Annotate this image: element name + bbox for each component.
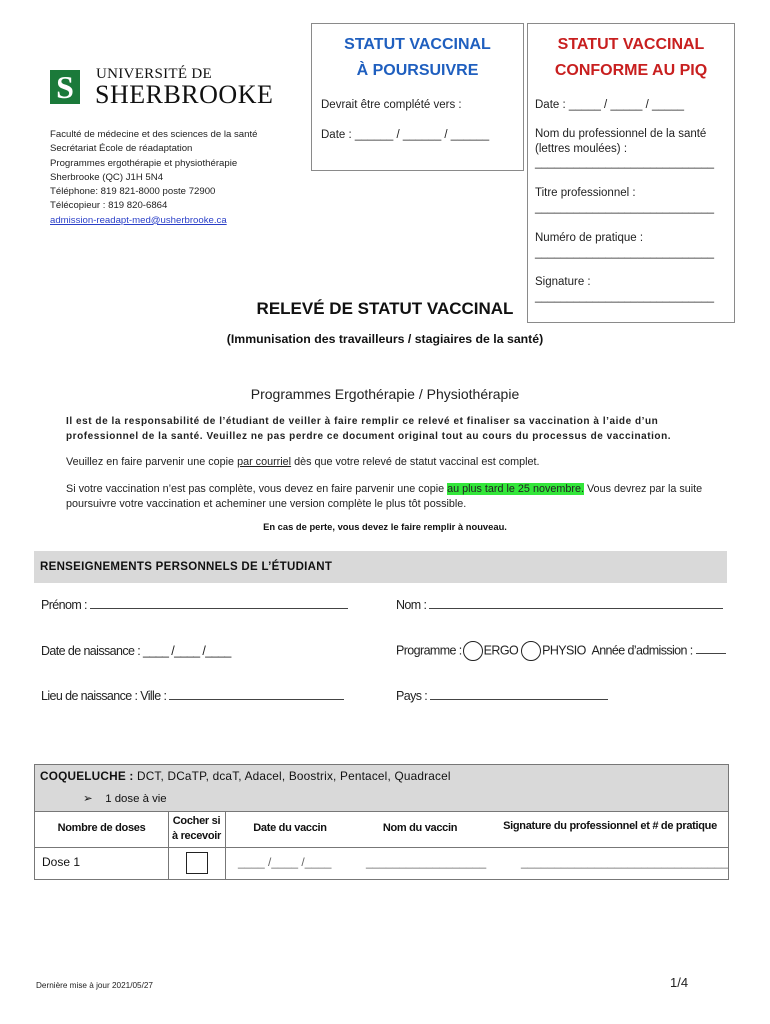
due-label: Devrait être complété vers : xyxy=(321,99,462,111)
status-to-continue-box xyxy=(311,23,524,171)
document-title: RELEVÉ DE STATUT VACCINAL xyxy=(256,299,514,318)
col-date-header: Date du vaccin xyxy=(253,822,327,834)
professional-name-field[interactable]: ____________________________ xyxy=(535,157,715,169)
responsibility-paragraph: Il est de la responsabilité de l’étudiant de veiller à faire remplir ce relevé et finaliser sa vaccination à l’aide d’un professionnel de la santé. Veuillez ne pas perdre ce document original tout au cours du processus de vaccination. xyxy=(66,416,672,442)
col-doses-header: Nombre de doses xyxy=(57,822,146,834)
status-compliant-box xyxy=(527,23,735,323)
last-updated: Dernière mise à jour 2021/05/27 xyxy=(36,981,153,990)
status-to-continue-title: STATUT VACCINAL À POURSUIVRE xyxy=(344,36,491,79)
practice-number-label: Numéro de pratique : xyxy=(535,232,644,244)
professional-title-label: Titre professionnel : xyxy=(535,187,636,199)
page-number: 1/4 xyxy=(670,975,689,990)
address-line: Sherbrooke (QC) J1H 5N4 xyxy=(50,171,164,183)
birthplace-city-field[interactable]: Lieu de naissance : Ville : xyxy=(41,689,344,703)
status-compliant-title: STATUT VACCINAL CONFORME AU PIQ xyxy=(554,36,708,79)
vaccine-heading: COQUELUCHE : DCT, DCaTP, dcaT, Adacel, Boostrix, Pentacel, Quadracel xyxy=(40,769,451,783)
logo-text-line2: SHERBROOKE xyxy=(95,80,274,109)
professional-title-field[interactable]: ____________________________ xyxy=(535,202,715,214)
signature-label: Signature : xyxy=(535,276,591,288)
compliant-date-field[interactable]: Date : _____ / _____ / _____ xyxy=(535,99,684,111)
country-field[interactable]: Pays : xyxy=(396,689,608,703)
address-line: Programmes ergothérapie et physiothérapie xyxy=(50,157,238,169)
dose-1-label: Dose 1 xyxy=(42,855,81,869)
programs-heading: Programmes Ergothérapie / Physiothérapie xyxy=(250,386,520,402)
birthdate-field[interactable]: Date de naissance : ____ /____ /____ xyxy=(41,644,231,658)
deadline-highlight: au plus tard le 25 novembre. xyxy=(447,483,584,495)
dose-1-signature-field[interactable]: _______________________________ xyxy=(521,855,728,869)
col-check-header: Cocher si à recevoir xyxy=(172,815,221,842)
address-line: Téléphone: 819 821-8000 poste 72900 xyxy=(50,186,216,198)
personal-info-section-header: RENSEIGNEMENTS PERSONNELS DE L’ÉTUDIANT xyxy=(34,551,727,583)
dose-1-date-field[interactable]: ____ /____ /____ xyxy=(238,855,332,869)
address-line: Secrétariat École de réadaptation xyxy=(50,143,193,155)
address-line: Télécopieur : 819 820-6864 xyxy=(50,200,168,212)
table-heading xyxy=(35,765,728,811)
due-date-field[interactable]: Date : ______ / ______ / ______ xyxy=(321,129,490,141)
first-name-field[interactable]: Prénom : xyxy=(41,598,348,612)
deadline-paragraph: Si votre vaccination n’est pas complète, vous devez en faire parvenir une copie au plus tard le 25 novembre. Vous devrez par la suite poursuivre votre vaccination et acheminer une version complète le plus tôt possible. xyxy=(66,483,703,510)
dose-1-name-field[interactable]: __________________ xyxy=(366,855,487,869)
address-block xyxy=(50,128,257,228)
dose-1-checkbox[interactable] xyxy=(186,852,208,874)
practice-number-field[interactable]: ____________________________ xyxy=(535,247,715,259)
whooping-cough-table xyxy=(34,764,729,880)
last-name-field[interactable]: Nom : xyxy=(396,598,723,612)
physio-radio[interactable] xyxy=(521,641,541,661)
address-line: Faculté de médecine et des sciences de la santé xyxy=(50,129,258,140)
email-link[interactable]: admission-readapt-med@usherbrooke.ca xyxy=(50,214,227,226)
admission-year-field[interactable] xyxy=(696,653,726,654)
col-name-header: Nom du vaccin xyxy=(382,822,458,834)
signature-field[interactable]: ____________________________ xyxy=(535,291,715,303)
col-signature-header: Signature du professionnel et # de pratique xyxy=(503,820,717,832)
university-logo xyxy=(50,68,280,108)
loss-note: En cas de perte, vous devez le faire remplir à nouveau. xyxy=(263,521,507,532)
professional-name-label: Nom du professionnel de la santé (lettres moulées) : xyxy=(535,128,707,155)
ergo-radio[interactable] xyxy=(463,641,483,661)
copy-instruction-paragraph: Veuillez en faire parvenir une copie par courriel dès que votre relevé de statut vaccinal est complet. xyxy=(66,456,540,468)
logo-mark-icon: S xyxy=(50,70,80,104)
document-subtitle: (Immunisation des travailleurs / stagiaires de la santé) xyxy=(226,332,544,346)
logo-text-line1: UNIVERSITÉ DE xyxy=(96,66,212,82)
dose-note: ➢ 1 dose à vie xyxy=(83,793,167,805)
program-field: Programme : ERGO PHYSIO Année d’admission : xyxy=(396,641,726,661)
